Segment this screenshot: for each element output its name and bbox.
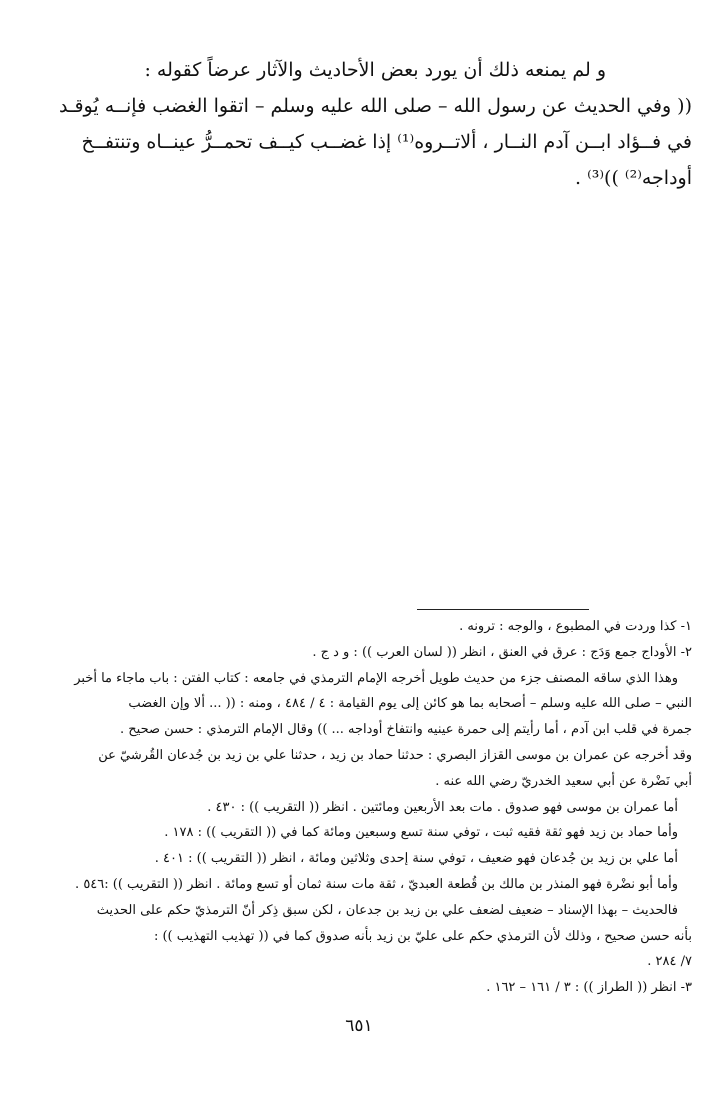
main-text-block: [20, 52, 692, 196]
footnotes-block: [20, 614, 692, 1001]
main-text-line: أوداجه⁽²⁾ ))⁽³⁾ .: [575, 167, 692, 189]
footnote-line: ١- كذا وردت في المطبوع ، والوجه : ترونه .: [459, 619, 692, 634]
footnote-line: أبي نَضْرة عن أبي سعيد الخدريّ رضي الله عنه .: [435, 773, 692, 789]
footnote-line: أما علي بن زيد بن جُدعان فهو ضعيف ، توفي سنة إحدى وثلاثين ومائة ، انظر (( التقريب )) : ٤٠١ .: [154, 851, 678, 867]
footnote-line: فالحديث – بهذا الإسناد – ضعيف لضعف علي بن زيد بن جدعان ، لكن سبق ذِكر أنّ الترمذيّ حكم على الحديث: [96, 902, 678, 918]
footnote-line: وقد أخرجه عن عمران بن موسى القزاز البصري : حدثنا حماد بن زيد ، حدثنا علي بن زيد بن جُدعان القُرشيّ عن: [98, 747, 692, 763]
footnote-line: وهذا الذي ساقه المصنف جزء من حديث طويل أخرجه الإمام الترمذي في جامعه : كتاب الفتن : باب ماجاء ما أخبر: [74, 670, 678, 686]
main-text-line: (( وفي الحديث عن رسول الله – صلى الله عليه وسلم – اتقوا الغضب فإنــه يُوقـد: [58, 95, 692, 117]
page-number: ٦٥١: [345, 1016, 373, 1036]
footnote-line: جمرة في قلب ابن آدم ، أما رأيتم إلى حمرة عينيه وانتفاخ أوداجه ... )) وقال الإمام الترمذي : حسن صحيح .: [120, 722, 692, 738]
footnote-line: بأنه حسن صحيح ، وذلك لأن الترمذي حكم على عليّ بن زيد بأنه صدوق كما في (( تهذيب التهذيب )) :: [153, 928, 692, 944]
footnote-line: أما عمران بن موسى فهو صدوق . مات بعد الأربعين ومائتين . انظر (( التقريب )) : ٤٣٠ .: [207, 799, 678, 815]
footnote-divider: [417, 609, 589, 610]
footnote-line: النبي – صلى الله عليه وسلم – أصحابه بما هو كائن إلى يوم القيامة : ٤ / ٤٨٤ ، ومنه : (( ... ألا وإن الغضب: [128, 696, 692, 712]
footnote-line: وأما حماد بن زيد فهو ثقة فقيه ثبت ، توفي سنة تسع وسبعين ومائة كما في (( التقريب )) : ١٧٨ .: [164, 825, 678, 841]
footnote-line: وأما أبو نضْرة فهو المنذر بن مالك بن قُطعة العبديّ ، ثقة مات سنة ثمان أو تسع ومائة . انظر (( التقريب )) :٥٤٦ .: [75, 876, 678, 892]
footnote-line: ٣- انظر (( الطراز )) : ٣ / ١٦١ – ١٦٢ .: [486, 980, 692, 996]
footnote-line: ٢- الأوداج جمع وَدَج : عرق في العنق ، انظر (( لسان العرب )) : و د ج .: [312, 644, 692, 660]
main-text-line: و لم يمنعه ذلك أن يورد بعض الأحاديث والآثار عرضاً كقوله :: [144, 59, 606, 81]
footnote-line: ٧/ ٢٨٤ .: [647, 954, 692, 970]
main-text-line: في فــؤاد ابــن آدم النــار ، ألاتــروه⁽¹⁾ إذا غضــب كيــف تحمــرُّ عينــاه وتنتفــخ: [81, 131, 692, 153]
